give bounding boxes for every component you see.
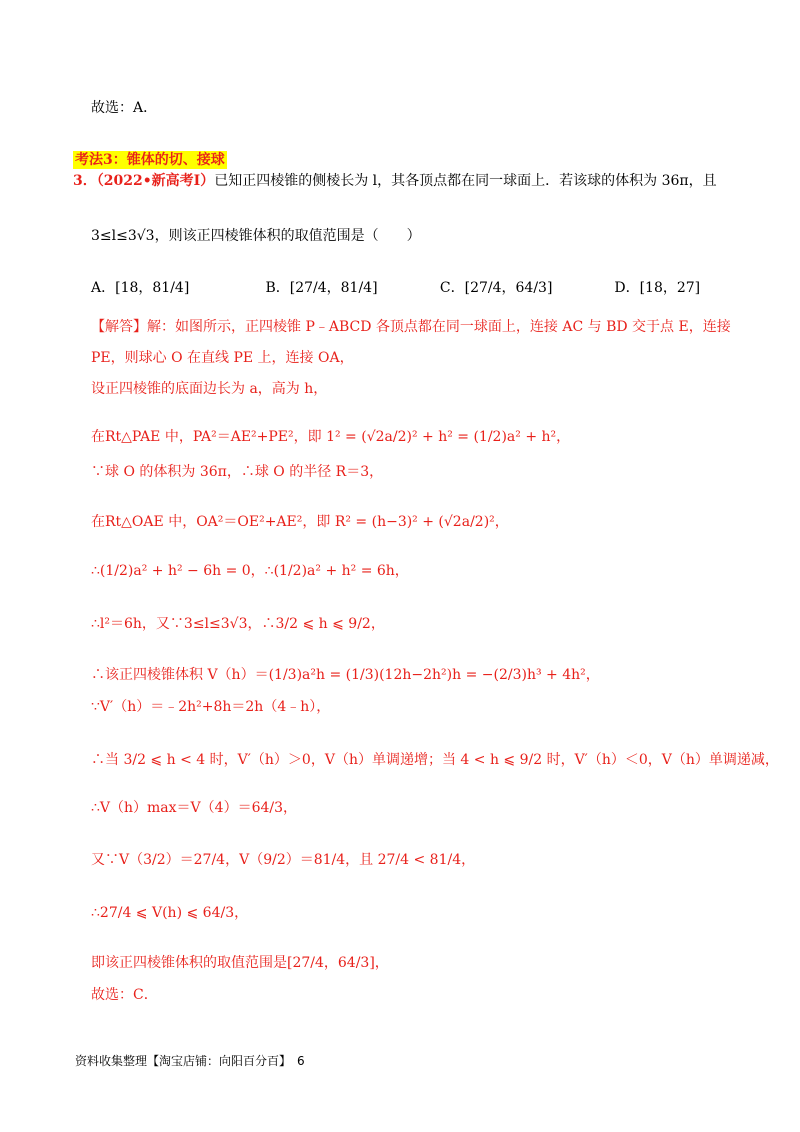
problem-source: （2022•新高考Ⅰ） xyxy=(96,173,215,189)
option-d: D．[18，27] xyxy=(614,280,701,296)
solution-line-1: 【解答】解：如图所示，正四棱锥 P﹣ABCD 各顶点都在同一球面上，连接 AC 与 BD 交于点 E，连接 xyxy=(91,319,731,335)
option-a: A．[18，81/4] xyxy=(91,280,190,296)
problem-line-2: 3≤l≤3√3，则该正四棱锥体积的取值范围是（ ） xyxy=(91,228,421,244)
solution-line-15: 即该正四棱锥体积的取值范围是[27/4，64/3]， xyxy=(91,955,389,971)
solution-line-13: 又∵V（3/2）＝27/4，V（9/2）＝81/4，且 27/4 < 81/4， xyxy=(91,852,476,868)
solution-line-2: PE，则球心 O 在直线 PE 上，连接 OA， xyxy=(91,350,354,366)
solution-line-3: 设正四棱锥的底面边长为 a，高为 h， xyxy=(91,381,328,397)
options-row xyxy=(91,270,784,306)
solution-line-8: ∴l²＝6h，又∵3≤l≤3√3，∴3/2 ⩽ h ⩽ 9/2， xyxy=(91,616,385,632)
solution-line-4: 在Rt△PAE 中，PA²＝AE²+PE²，即 1² = (√2a/2)² + h² = (1/2)a² + h²， xyxy=(91,429,571,445)
method-title: 考法3：锥体的切、接球 xyxy=(75,152,225,168)
previous-answer: 故选：A． xyxy=(91,100,158,116)
solution-line-9: ∴该正四棱锥体积 V（h）＝(1/3)a²h = (1/3)(12h−2h²)h = −(2/3)h³ + 4h²， xyxy=(91,667,600,683)
problem-text-1: 已知正四棱锥的侧棱长为 l，其各顶点都在同一球面上．若该球的体积为 36π，且 xyxy=(214,173,717,189)
solution-line-6: 在Rt△OAE 中，OA²＝OE²+AE²，即 R² = (h−3)² + (√2a/2)²， xyxy=(91,514,509,530)
solution-line-14: ∴27/4 ⩽ V(h) ⩽ 64/3， xyxy=(91,905,249,921)
option-b: B．[27/4，81/4] xyxy=(265,280,378,296)
solution-line-7: ∴(1/2)a² + h² − 6h = 0，∴(1/2)a² + h² = 6h， xyxy=(91,563,409,579)
problem-line-1 xyxy=(73,171,717,191)
page-footer: 资料收集整理【淘宝店铺：向阳百分百】 6 xyxy=(75,1054,305,1068)
solution-line-11: ∴当 3/2 ⩽ h < 4 时，V′（h）＞0，V（h）单调递增；当 4 < h ⩽ 9/2 时，V′（h）＜0，V（h）单调递减， xyxy=(91,752,779,768)
solution-line-5: ∵球 O 的体积为 36π，∴球 O 的半径 R＝3， xyxy=(91,464,384,480)
problem-number: 3． xyxy=(73,173,97,189)
option-c: C．[27/4，64/3] xyxy=(439,280,553,296)
solution-line-10: ∵V′（h）＝﹣2h²+8h＝2h（4﹣h）， xyxy=(91,699,331,715)
solution-line-16: 故选：C． xyxy=(91,987,158,1003)
solution-line-12: ∴V（h）max＝V（4）＝64/3， xyxy=(91,800,298,816)
